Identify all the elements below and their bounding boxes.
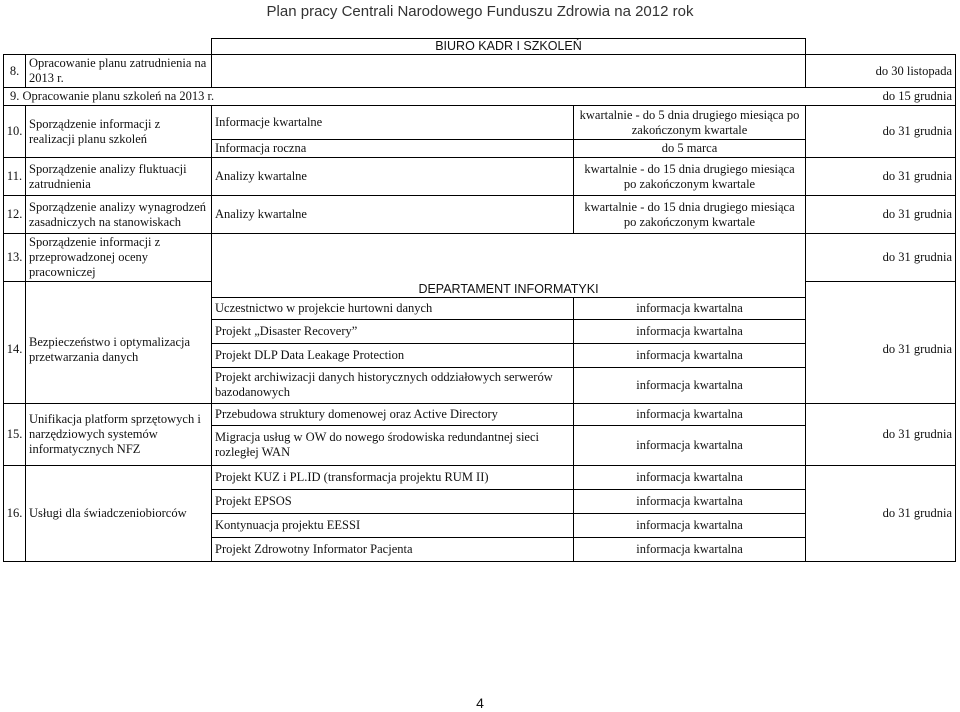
project-cell: Uczestnictwo w projekcie hurtowni danych — [212, 297, 574, 319]
project-cell: Migracja usług w OW do nowego środowiska redundantnej sieci rozległej WAN — [212, 425, 574, 465]
timing-cell: informacja kwartalna — [574, 403, 806, 425]
timing-cell: informacja kwartalna — [574, 343, 806, 367]
form-cell: Informacje kwartalne — [212, 106, 574, 140]
timing-cell: kwartalnie - do 5 dnia drugiego miesiąca po zakończonym kwartale — [574, 106, 806, 140]
timing-cell: informacja kwartalna — [574, 513, 806, 537]
deadline-cell: do 31 grudnia — [806, 196, 956, 234]
task-cell: Bezpieczeństwo i optymalizacja przetwarzania danych — [26, 297, 212, 403]
row-number: 9. — [10, 89, 20, 103]
table-row — [4, 88, 956, 106]
timing-cell: do 5 marca — [574, 140, 806, 158]
deadline-cell: do 31 grudnia — [806, 106, 956, 158]
work-plan-table — [3, 38, 956, 562]
deadline-cell: do 31 grudnia — [806, 297, 956, 403]
project-cell: Projekt EPSOS — [212, 489, 574, 513]
deadline-cell: do 31 grudnia — [806, 403, 956, 465]
table-row — [4, 158, 956, 196]
table-row — [4, 55, 956, 88]
project-cell: Projekt Zdrowotny Informator Pacjenta — [212, 537, 574, 561]
deadline-cell: do 31 grudnia — [806, 465, 956, 561]
deadline-cell: do 15 grudnia — [806, 88, 956, 106]
task-cell: Opracowanie planu zatrudnienia na 2013 r. — [26, 55, 212, 88]
task-cell: Sporządzenie analizy wynagrodzeń zasadniczych na stanowiskach — [26, 196, 212, 234]
department-informatyki: DEPARTAMENT INFORMATYKI — [418, 281, 599, 296]
table-row — [4, 465, 956, 489]
project-cell: Projekt KUZ i PL.ID (transformacja projektu RUM II) — [212, 465, 574, 489]
project-cell: Kontynuacja projektu EESSI — [212, 513, 574, 537]
row-number: 16. — [4, 465, 26, 561]
task-cell: Sporządzenie informacji z realizacji planu szkoleń — [26, 106, 212, 158]
deadline-cell: do 31 grudnia — [806, 234, 956, 282]
page-number: 4 — [476, 695, 484, 711]
table-row — [4, 196, 956, 234]
table-row — [4, 297, 956, 319]
project-cell: Projekt archiwizacji danych historycznych oddziałowych serwerów bazodanowych — [212, 367, 574, 403]
row-number: 8. — [4, 55, 26, 88]
page-title: Plan pracy Centrali Narodowego Funduszu Zdrowia na 2012 rok — [266, 3, 694, 20]
form-cell: Informacja roczna — [212, 140, 574, 158]
row-number: 13. — [4, 234, 26, 282]
table-row — [4, 403, 956, 425]
row-number: 12. — [4, 196, 26, 234]
timing-cell: informacja kwartalna — [574, 537, 806, 561]
row-number: 10. — [4, 106, 26, 158]
timing-cell: informacja kwartalna — [574, 489, 806, 513]
form-cell: Analizy kwartalne — [212, 158, 574, 196]
form-cell: Analizy kwartalne — [212, 196, 574, 234]
timing-cell: informacja kwartalna — [574, 425, 806, 465]
task-cell: Unifikacja platform sprzętowych i narzędziowych systemów informatycznych NFZ — [26, 403, 212, 465]
timing-cell: kwartalnie - do 15 dnia drugiego miesiąca po zakończonym kwartale — [574, 158, 806, 196]
project-cell: Przebudowa struktury domenowej oraz Active Directory — [212, 403, 574, 425]
table-row — [4, 234, 956, 282]
task-cell: Usługi dla świadczeniobiorców — [26, 465, 212, 561]
table-row — [4, 106, 956, 140]
timing-cell: informacja kwartalna — [574, 319, 806, 343]
project-cell: Projekt „Disaster Recovery” — [212, 319, 574, 343]
timing-cell: informacja kwartalna — [574, 465, 806, 489]
task-text: Opracowanie planu szkoleń na 2013 r. — [22, 89, 215, 103]
timing-cell: informacja kwartalna — [574, 367, 806, 403]
task-cell: Sporządzenie analizy fluktuacji zatrudnienia — [26, 158, 212, 196]
timing-cell: informacja kwartalna — [574, 297, 806, 319]
department-header-row — [4, 39, 956, 55]
row-number: 15. — [4, 403, 26, 465]
department-kadr: BIURO KADR I SZKOLEŃ — [212, 39, 806, 55]
task-cell — [4, 88, 806, 106]
department-header-row — [4, 282, 956, 298]
row-number: 11. — [4, 158, 26, 196]
timing-cell: kwartalnie - do 15 dnia drugiego miesiąca po zakończonym kwartale — [574, 196, 806, 234]
row-number: 14. — [4, 297, 26, 403]
project-cell: Projekt DLP Data Leakage Protection — [212, 343, 574, 367]
deadline-cell: do 31 grudnia — [806, 158, 956, 196]
task-cell: Sporządzenie informacji z przeprowadzonej oceny pracowniczej — [26, 234, 212, 282]
deadline-cell: do 30 listopada — [806, 55, 956, 88]
